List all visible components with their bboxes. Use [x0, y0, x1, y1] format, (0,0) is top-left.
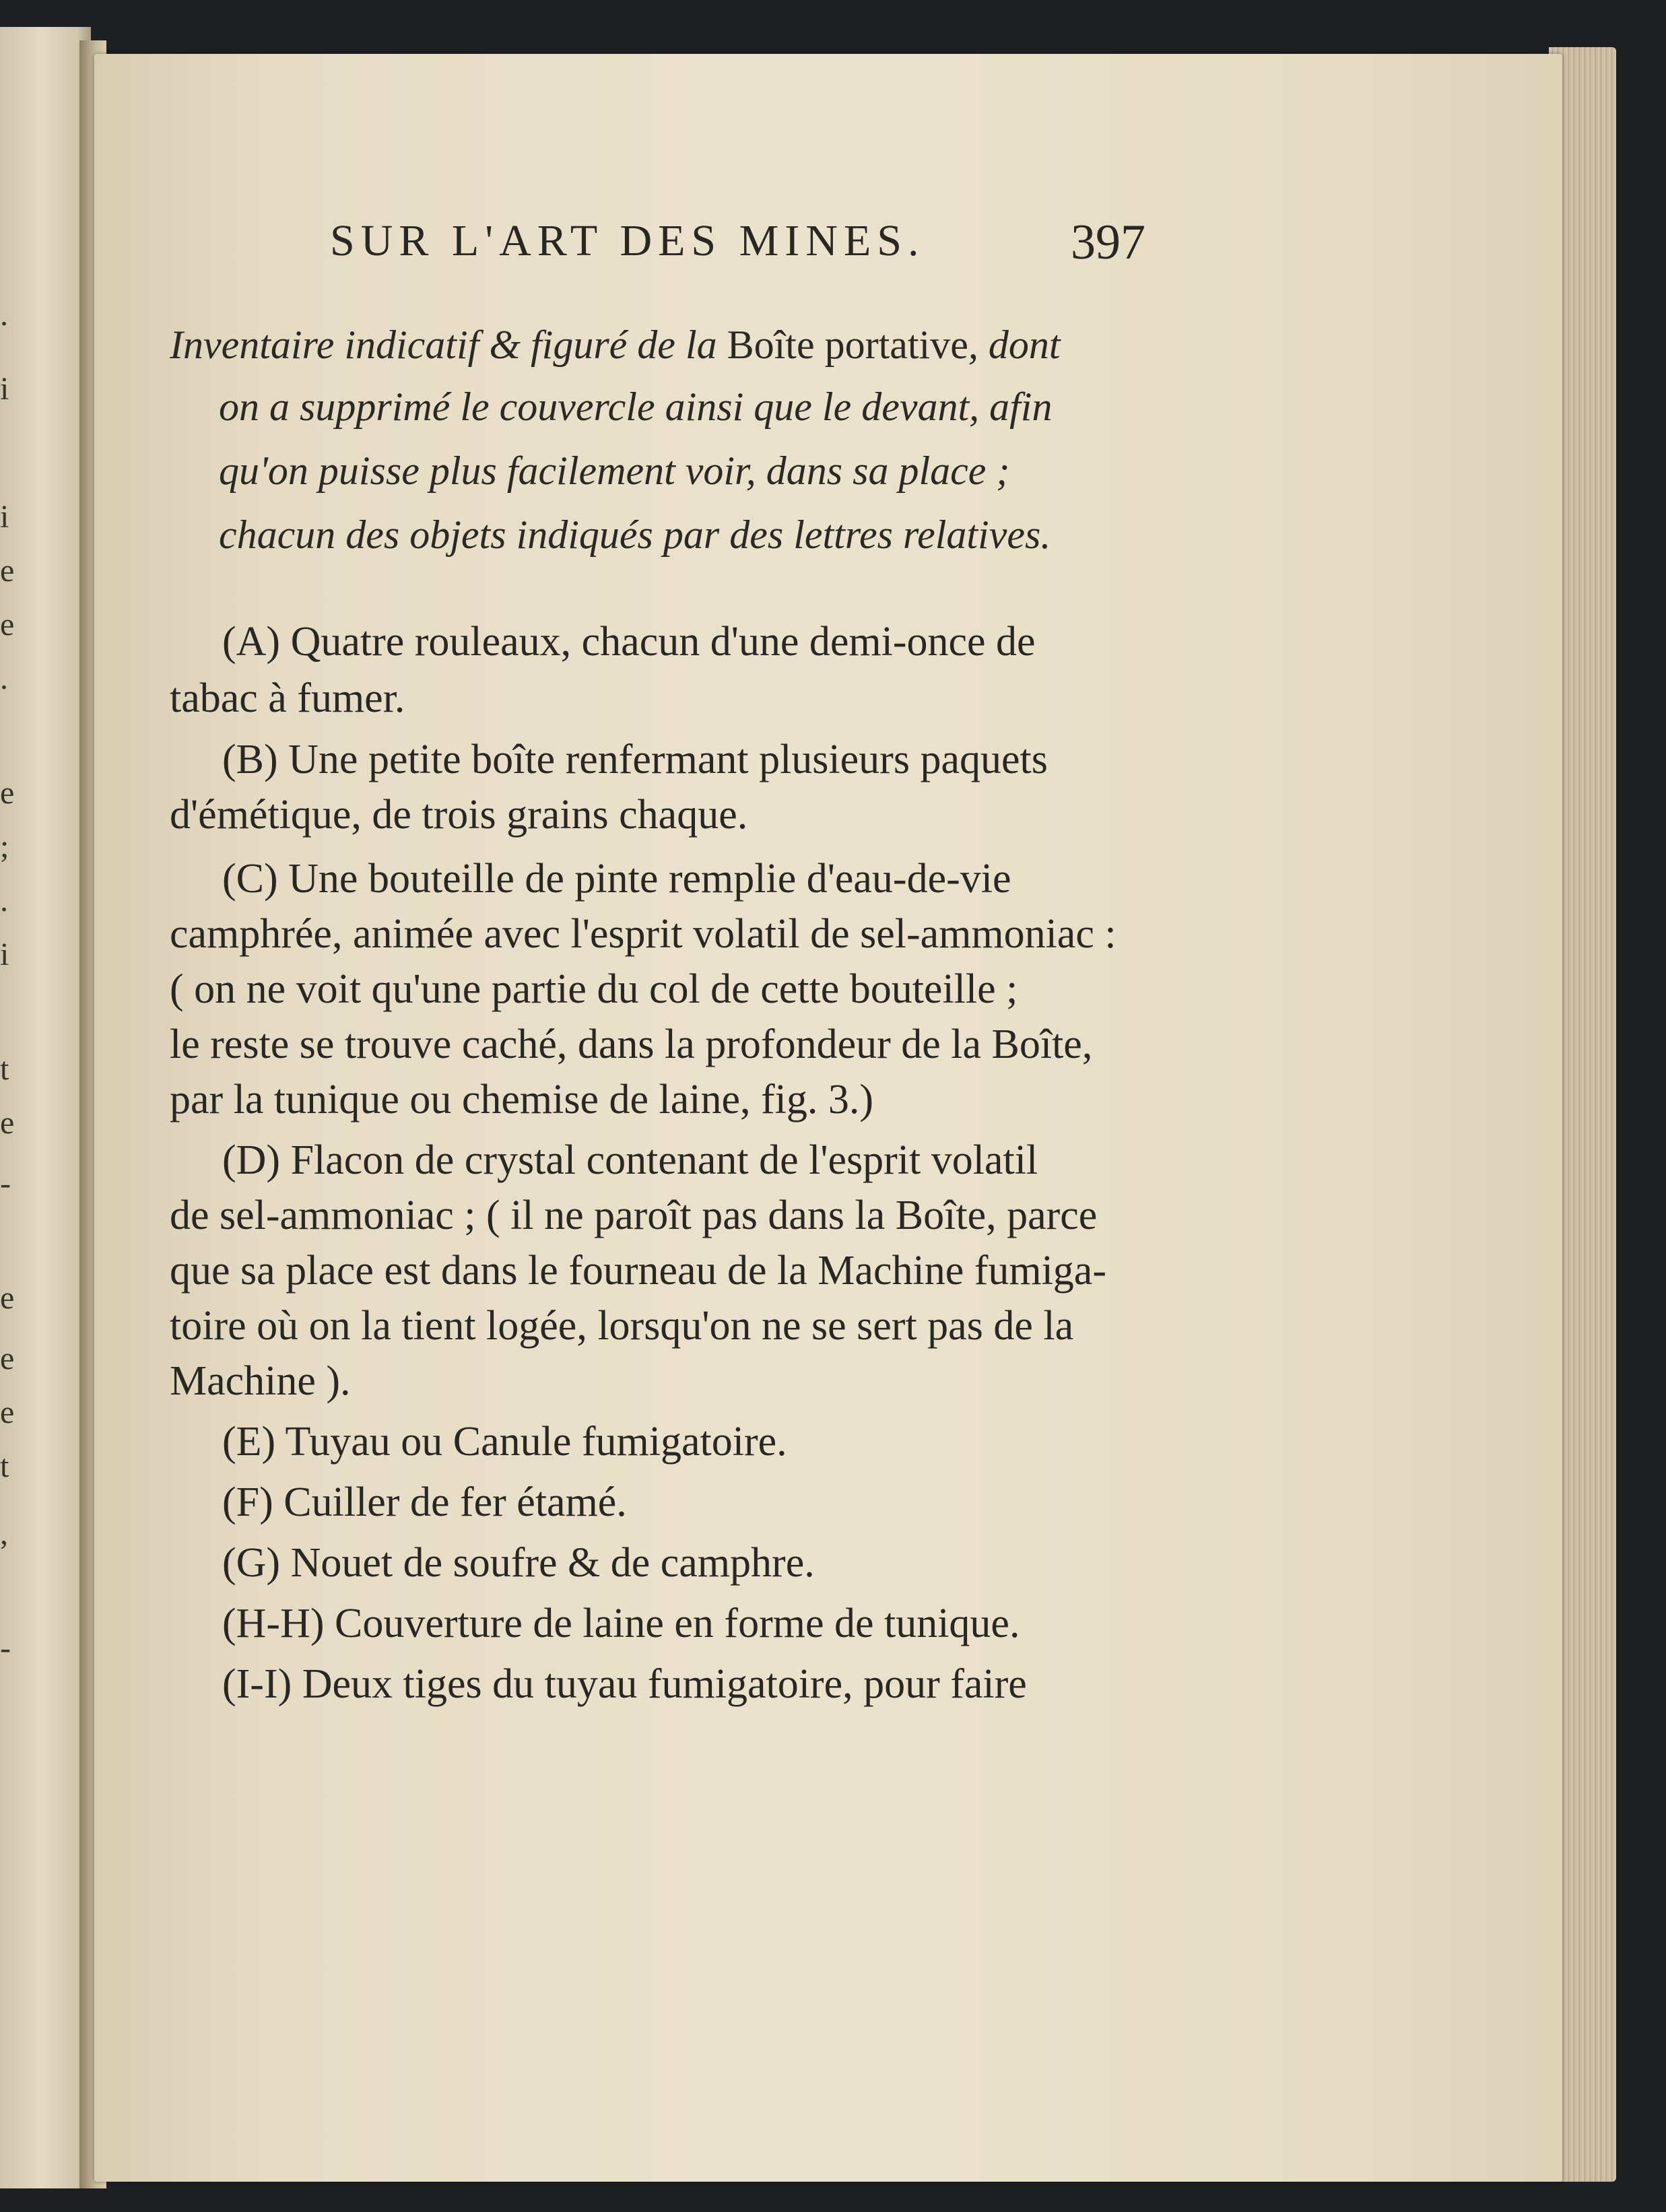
caption-end: , dont — [968, 323, 1061, 367]
entry-line: que sa place est dans le fourneau de la Machine fumiga- — [170, 1248, 1106, 1294]
left-page-letter: t — [0, 1448, 9, 1484]
caption-line-4: chacun des objets indiqués par des lettres relatives. — [219, 512, 1051, 557]
left-page-letter: - — [0, 1630, 11, 1666]
entry-line: (C) Une bouteille de pinte remplie d'eau-de-vie — [222, 856, 1011, 902]
caption-line-3: qu'on puisse plus facilement voir, dans sa place ; — [219, 448, 1010, 493]
entry-line: camphrée, animée avec l'esprit volatil de sel-ammoniac : — [170, 911, 1117, 957]
entry-line: Machine ). — [170, 1358, 351, 1404]
running-head: SUR L'ART DES MINES. — [330, 216, 925, 265]
entry-line: (D) Flacon de crystal contenant de l'esprit volatil — [222, 1137, 1038, 1183]
entry-line: ( on ne voit qu'une partie du col de cette bouteille ; — [170, 966, 1018, 1012]
entry-line: (B) Une petite boîte renfermant plusieurs paquets — [222, 737, 1048, 782]
left-page-letter: e — [0, 775, 15, 811]
left-page-letter: e — [0, 553, 15, 589]
left-page-letter: i — [0, 499, 9, 535]
left-page-letter: ; — [0, 829, 9, 865]
entry-line: toire où on la tient logée, lorsqu'on ne se sert pas de la — [170, 1303, 1074, 1349]
left-page-letter: . — [0, 661, 8, 696]
entry-line: (I-I) Deux tiges du tuyau fumigatoire, pour faire — [222, 1661, 1027, 1707]
entry-line: d'émétique, de trois grains chaque. — [170, 792, 748, 838]
page-number: 397 — [1071, 215, 1145, 270]
left-page-letter: i — [0, 937, 9, 972]
entry-line: (G) Nouet de soufre & de camphre. — [222, 1540, 815, 1586]
left-page-letter: e — [0, 1280, 15, 1316]
left-page-letter: e — [0, 607, 15, 642]
left-page-letter: . — [0, 297, 8, 333]
entry-line: (E) Tuyau ou Canule fumigatoire. — [222, 1419, 787, 1465]
entry-line: de sel-ammoniac ; ( il ne paroît pas dans la Boîte, parce — [170, 1193, 1098, 1238]
entry-line: (F) Cuiller de fer étamé. — [222, 1479, 627, 1525]
left-page-letter: . — [0, 883, 8, 918]
caption-line-2: on a supprimé le couvercle ainsi que le devant, afin — [219, 384, 1053, 429]
entry-line: (H-H) Couverture de laine en forme de tunique. — [222, 1601, 1020, 1646]
left-page-letter: t — [0, 1051, 9, 1087]
left-page-letter: e — [0, 1105, 15, 1141]
left-page-letter: e — [0, 1395, 15, 1430]
entry-line: tabac à fumer. — [170, 675, 405, 721]
entry-line: par la tunique ou chemise de laine, fig. 3.) — [170, 1077, 874, 1122]
left-page-letter: - — [0, 1166, 11, 1201]
entry-line: le reste se trouve caché, dans la profondeur de la Boîte, — [170, 1021, 1093, 1067]
left-page-letter: i — [0, 371, 9, 407]
left-page-letter: , — [0, 1516, 8, 1551]
left-page-letter: e — [0, 1341, 15, 1376]
caption-italic: Inventaire indicatif & figuré de la — [170, 323, 717, 367]
caption-roman: Boîte portative — [727, 323, 968, 367]
left-facing-page — [0, 27, 91, 2188]
caption-line-1 — [170, 322, 1061, 368]
entry-line: (A) Quatre rouleaux, chacun d'une demi-once de — [222, 619, 1036, 665]
